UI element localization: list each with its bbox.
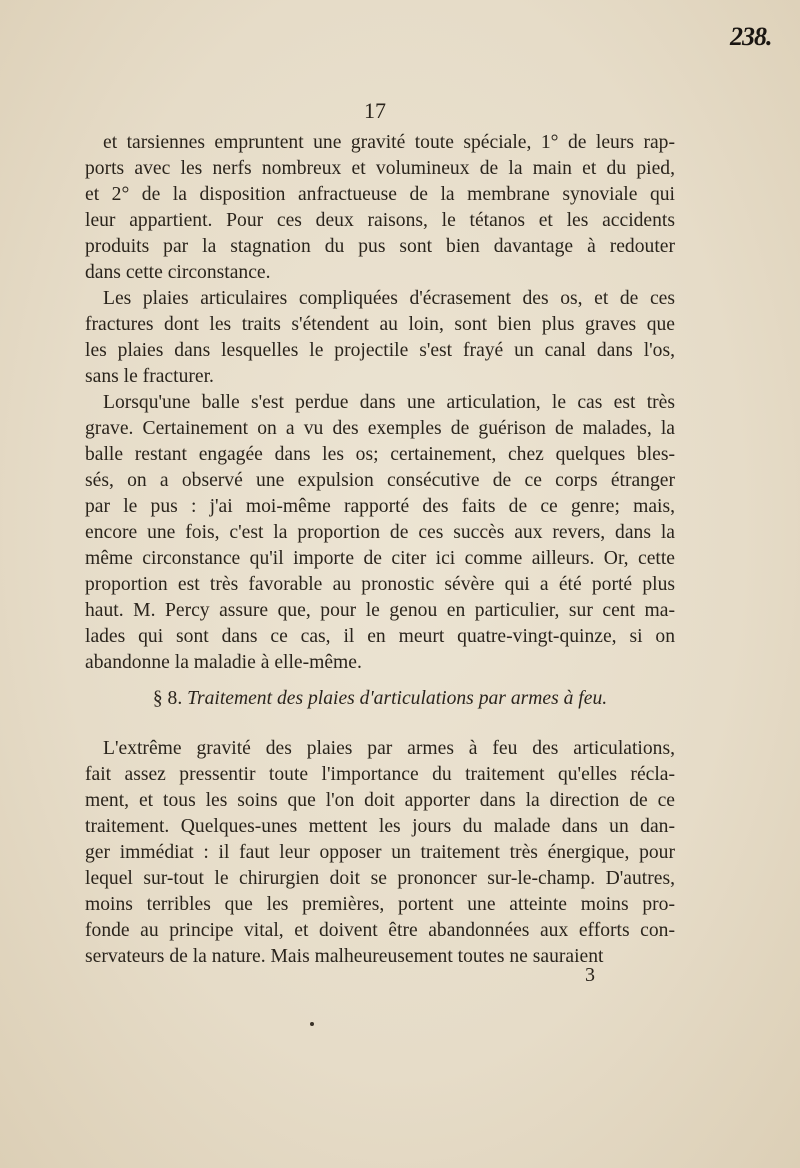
text-line: fractures dont les traits s'étendent au loin, sont bien plus graves que <box>85 314 675 335</box>
section-heading <box>0 688 760 710</box>
text-line: abandonne la maladie à elle-même. <box>85 652 362 673</box>
signature-mark: 3 <box>585 964 595 986</box>
text-line: sés, on a observé une expulsion consécutive de ce corps étranger <box>85 470 675 491</box>
text-line: même circonstance qu'il importe de citer ici comme ailleurs. Or, cette <box>85 548 675 569</box>
page-number: 17 <box>364 98 386 123</box>
text-line: encore une fois, c'est la proportion de ces succès aux revers, dans la <box>85 522 675 543</box>
text-line: dans cette circonstance. <box>85 262 271 283</box>
text-line: traitement. Quelques-unes mettent les jours du malade dans un dan- <box>85 816 675 837</box>
text-line: moins terribles que les premières, portent une atteinte moins pro- <box>85 894 675 915</box>
text-line: fait assez pressentir toute l'importance du traitement qu'elles récla- <box>85 764 675 785</box>
text-line: par le pus : j'ai moi-même rapporté des faits de ce genre; mais, <box>85 496 675 517</box>
text-line: ports avec les nerfs nombreux et volumineux de la main et du pied, <box>85 158 675 179</box>
text-line: et 2° de la disposition anfractueuse de la membrane synoviale qui <box>85 184 675 205</box>
text-line: grave. Certainement on a vu des exemples de guérison de malades, la <box>85 418 675 439</box>
text-line: fonde au principe vital, et doivent être abandonnées aux efforts con- <box>85 920 675 941</box>
text-line: balle restant engagée dans les os; certainement, chez quelques bles- <box>85 444 675 465</box>
text-line: Les plaies articulaires compliquées d'écrasement des os, et de ces <box>103 288 675 309</box>
text-line: leur appartient. Pour ces deux raisons, le tétanos et les accidents <box>85 210 675 231</box>
text-line: les plaies dans lesquelles le projectile s'est frayé un canal dans l'os, <box>85 340 675 361</box>
section-number: § 8. <box>152 688 183 709</box>
text-line: haut. M. Percy assure que, pour le genou en particulier, sur cent ma- <box>85 600 675 621</box>
text-line: sans le fracturer. <box>85 366 214 387</box>
text-line: L'extrême gravité des plaies par armes à feu des articulations, <box>103 738 675 759</box>
text-line: ment, et tous les soins que l'on doit apporter dans la direction de ce <box>85 790 675 811</box>
folio-mark: 238. <box>730 22 772 51</box>
text-line: lades qui sont dans ce cas, il en meurt quatre-vingt-quinze, si on <box>85 626 675 647</box>
text-line: Lorsqu'une balle s'est perdue dans une articulation, le cas est très <box>103 392 675 413</box>
text-line: lequel sur-tout le chirurgien doit se prononcer sur-le-champ. D'autres, <box>85 868 675 889</box>
body-text-bottom <box>85 736 675 970</box>
body-text-top <box>85 130 675 676</box>
text-line: produits par la stagnation du pus sont bien davantage à redouter <box>85 236 675 257</box>
ink-speck <box>310 1022 314 1026</box>
section-title: Traitement des plaies d'articulations par armes à feu. <box>187 688 608 709</box>
text-line: et tarsiennes empruntent une gravité toute spéciale, 1° de leurs rap- <box>103 132 675 153</box>
text-line: proportion est très favorable au pronostic sévère qui a été porté plus <box>85 574 675 595</box>
text-line: servateurs de la nature. Mais malheureusement toutes ne sauraient <box>85 946 604 967</box>
text-line: ger immédiat : il faut leur opposer un traitement très énergique, pour <box>85 842 675 863</box>
